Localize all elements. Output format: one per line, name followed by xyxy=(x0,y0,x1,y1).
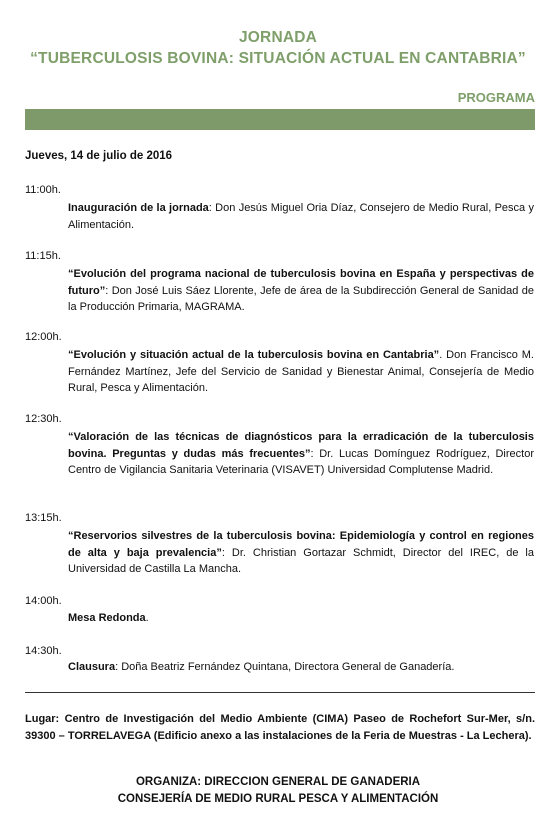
schedule-entry xyxy=(68,200,534,233)
header-bar xyxy=(25,109,535,130)
schedule-entry xyxy=(68,429,534,479)
title-line-2: “TUBERCULOSIS BOVINA: SITUACIÓN ACTUAL EN CANTABRIA” xyxy=(30,50,526,67)
entry-title: “Evolución del programa nacional de tuberculosis bovina en España y perspectivas de futuro” xyxy=(68,268,534,297)
entry-speaker: . Don Francisco M. Fernández Martínez, Jefe del Servicio de Sanidad y Bienestar Animal, Consejería de Medio Rural, Pesca y Alimentación. xyxy=(68,349,534,394)
organizer-line-1: ORGANIZA: DIRECCION GENERAL DE GANADERIA xyxy=(135,776,421,788)
schedule-entry xyxy=(68,528,534,578)
schedule-time: 12:00h. xyxy=(25,331,62,343)
entry-speaker: : Doña Beatriz Fernández Quintana, Directora General de Ganadería. xyxy=(115,661,455,673)
schedule-time: 11:15h. xyxy=(25,250,61,262)
divider xyxy=(25,692,535,693)
entry-title: “Reservorios silvestres de la tuberculosis bovina: Epidemiología y control en regiones de alta y baja prevalencia” xyxy=(68,530,534,559)
title-line-1: JORNADA xyxy=(238,29,318,46)
schedule-entry xyxy=(68,266,534,316)
schedule-entry xyxy=(68,659,534,676)
schedule-entry xyxy=(68,610,534,627)
entry-speaker: : Dr. Lucas Domínguez Rodríguez, Director Centro de Vigilancia Sanitaria Veterinaria (VISAVET) Universidad Complutense Madrid. xyxy=(68,447,534,476)
organizer-line-2: CONSEJERÍA DE MEDIO RURAL PESCA Y ALIMENTACIÓN xyxy=(117,793,439,805)
schedule-time: 14:30h. xyxy=(25,645,62,657)
schedule-time: 11:00h. xyxy=(25,184,61,196)
section-heading: PROGRAMA xyxy=(457,90,535,105)
venue-info: Lugar: Centro de Investigación del Medio Ambiente (CIMA) Paseo de Rochefort Sur-Mer, s/n. 39300 – TORRELAVEGA (Edificio anexo a las instalaciones de la Feria de Muestras - La Lechera). xyxy=(25,713,535,742)
entry-speaker: . xyxy=(145,612,149,624)
entry-title: Inauguración de la jornada xyxy=(68,202,209,214)
schedule-time: 14:00h. xyxy=(25,595,62,607)
entry-speaker: : Dr. Christian Gortazar Schmidt, Director del IREC, de la Universidad de Castilla La Mancha. xyxy=(68,546,534,575)
entry-title: Clausura xyxy=(68,661,116,673)
entry-title: Mesa Redonda xyxy=(68,612,146,624)
event-date: Jueves, 14 de julio de 2016 xyxy=(25,150,173,162)
schedule-time: 12:30h. xyxy=(25,413,62,425)
entry-title: “Valoración de las técnicas de diagnósticos para la erradicación de la tuberculosis bovina. Preguntas y dudas más frecuentes” xyxy=(68,431,534,460)
entry-speaker: : Don Jesús Miguel Oria Díaz, Consejero de Medio Rural, Pesca y Alimentación. xyxy=(68,202,534,231)
entry-title: “Evolución y situación actual de la tuberculosis bovina en Cantabria” xyxy=(68,349,440,361)
schedule-time: 13:15h. xyxy=(25,512,62,524)
entry-speaker: : Don José Luis Sáez Llorente, Jefe de área de la Subdirección General de Sanidad de la Producción Primaria, MAGRAMA. xyxy=(68,284,534,313)
schedule-entry xyxy=(68,347,534,397)
